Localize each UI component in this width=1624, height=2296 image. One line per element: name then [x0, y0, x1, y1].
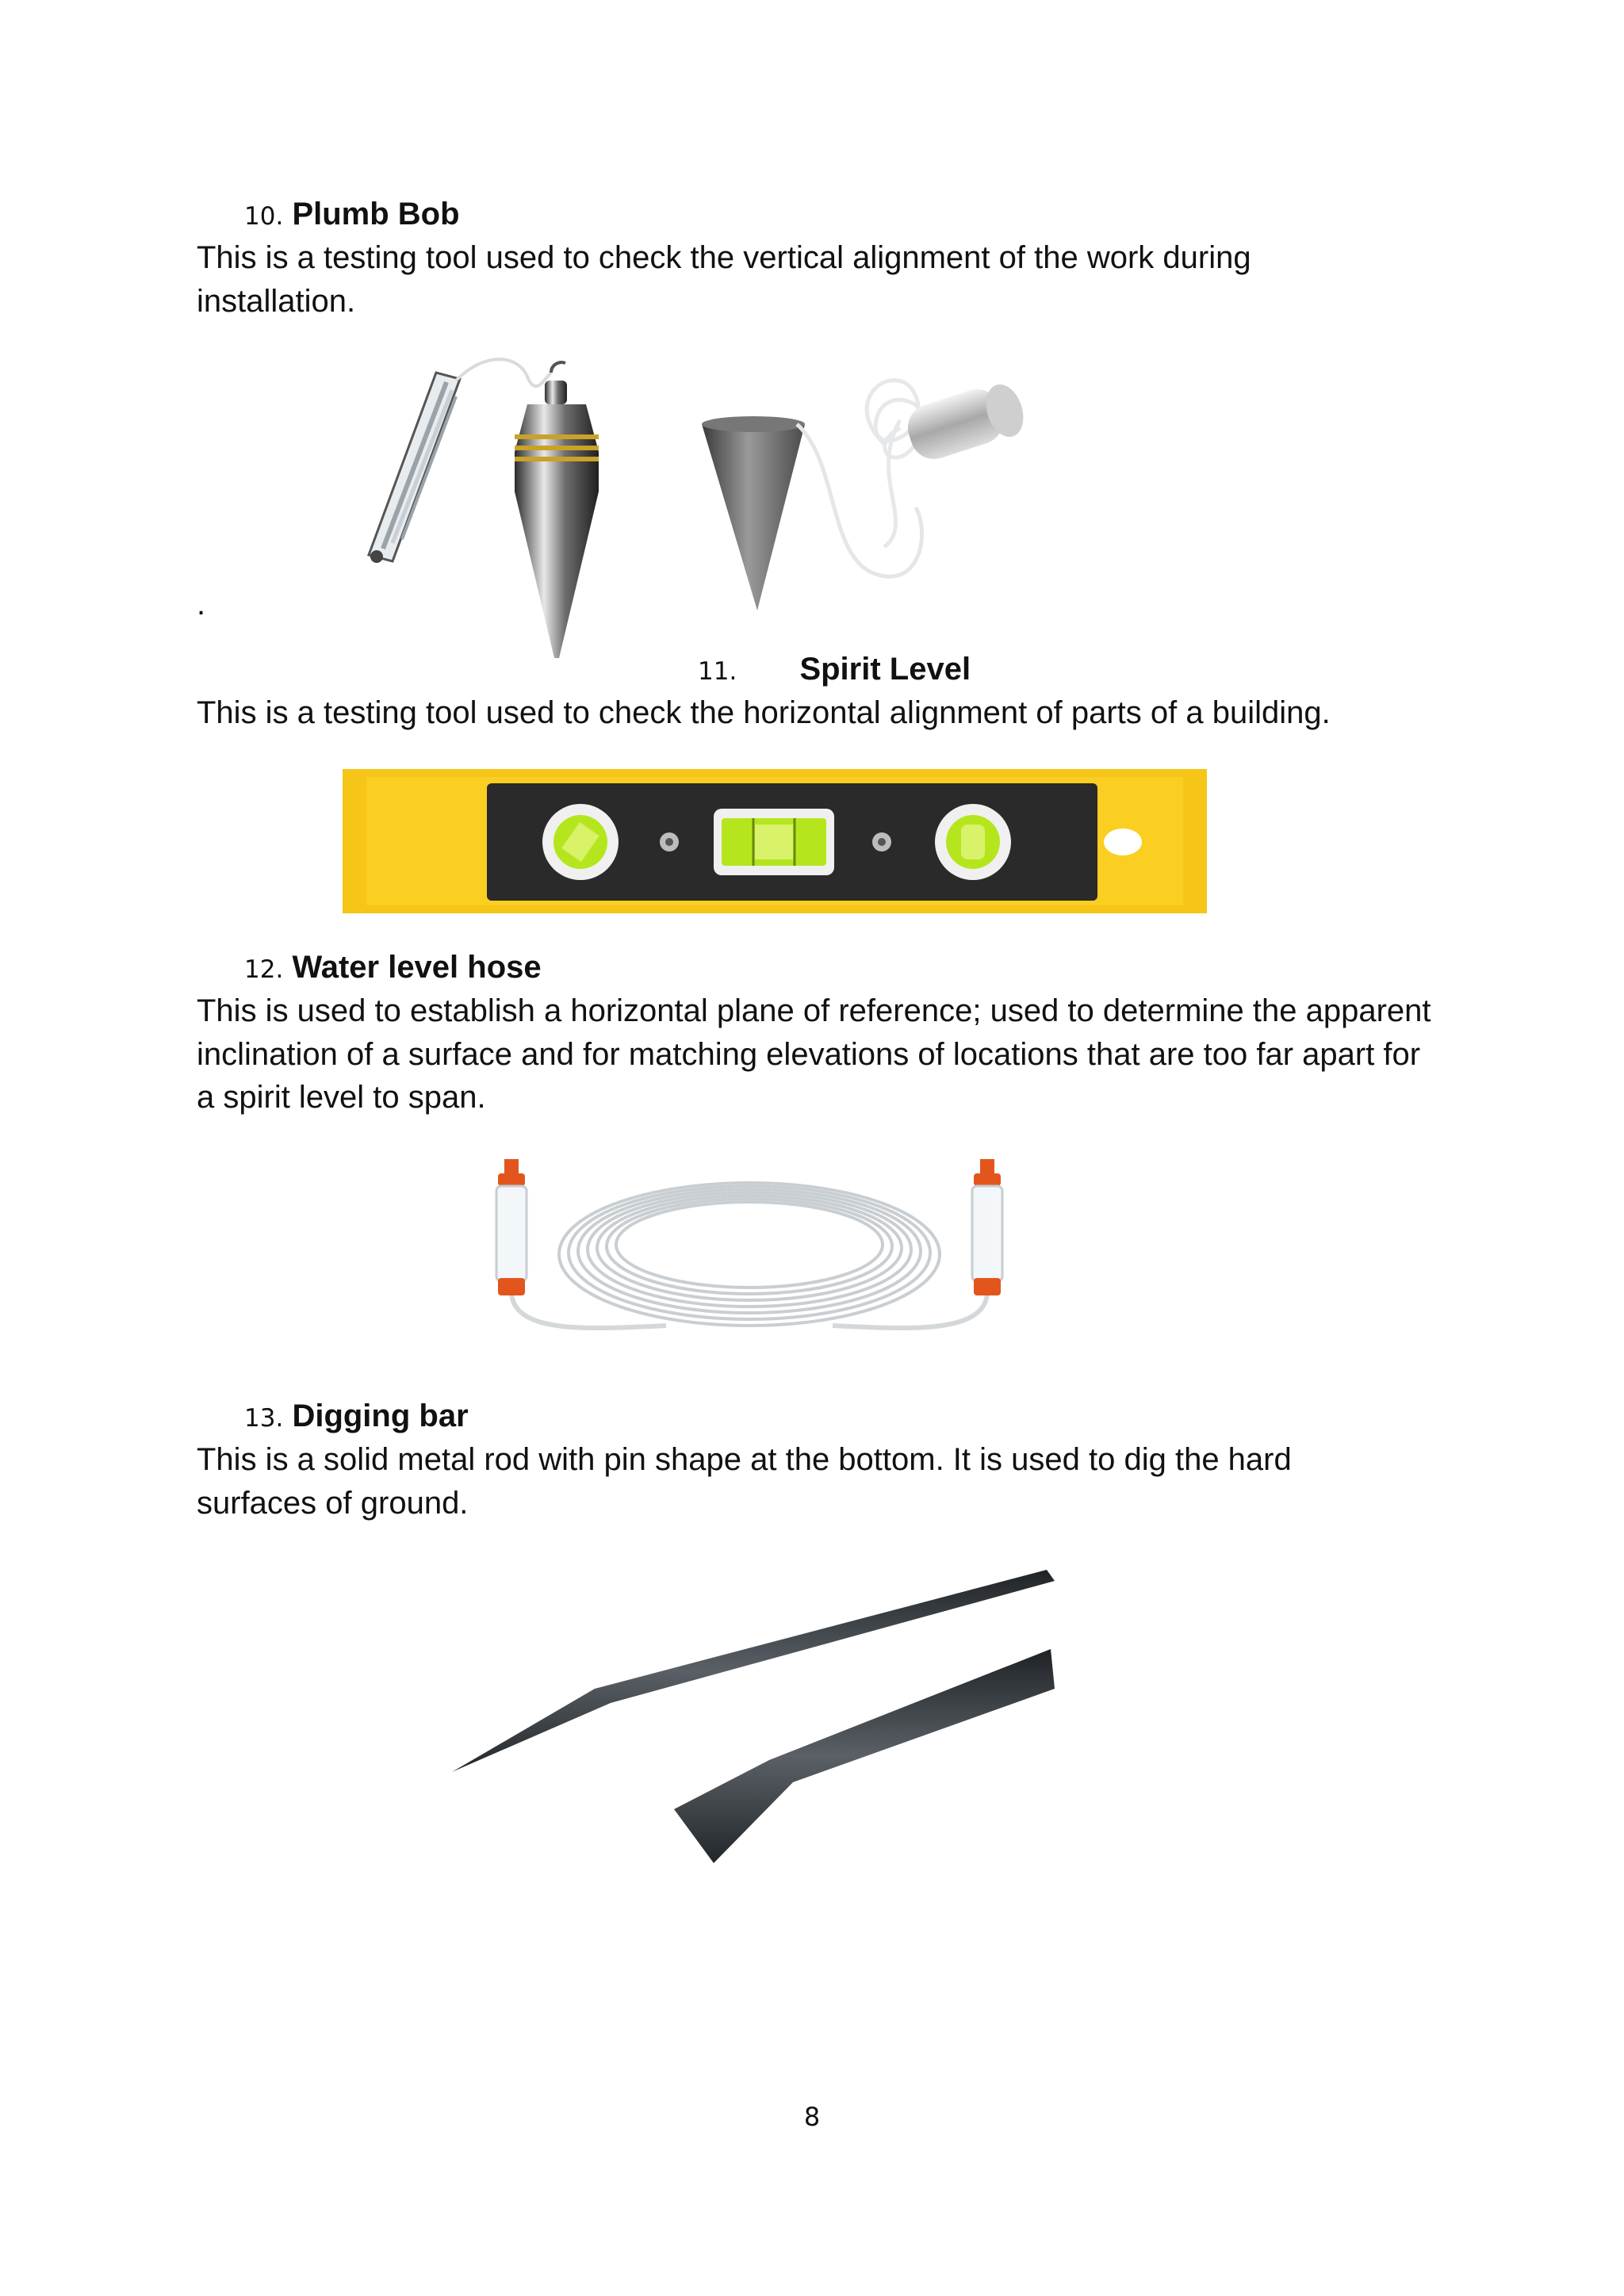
- digging-bar-icon: [444, 1570, 1063, 1871]
- section-heading-spirit-level: [698, 650, 971, 691]
- section-heading-plumb-bob: [244, 195, 460, 235]
- section-number: 13.: [244, 1404, 284, 1433]
- section-number: 12.: [244, 955, 284, 984]
- section-heading-digging-bar: [244, 1397, 469, 1437]
- spirit-level-icon: [343, 769, 1207, 913]
- section-description: This is used to establish a horizontal plane of reference; used to determine the apparent inclination of a surface and for matching elevations of locations that are too far apart for a spirit level to span.: [197, 993, 1431, 1115]
- section-number: 10.: [244, 202, 284, 231]
- plumb-bob-icon: [361, 349, 1035, 662]
- section-description: This is a testing tool used to check the horizontal alignment of parts of a building.: [197, 695, 1331, 730]
- section-heading-water-level-hose: [244, 948, 542, 989]
- section-title: Water level hose: [292, 950, 542, 985]
- water-level-hose-icon: [468, 1151, 1031, 1359]
- section-description: This is a testing tool used to check the vertical alignment of the work during installation.: [197, 240, 1251, 319]
- page-number: 8: [803, 2102, 821, 2132]
- section-title: Digging bar: [292, 1399, 469, 1433]
- section-title: Spirit Level: [799, 652, 971, 687]
- section-title: Plumb Bob: [292, 197, 460, 232]
- section-description: This is a solid metal rod with pin shape at the bottom. It is used to dig the hard surfaces of ground.: [197, 1442, 1292, 1521]
- section-number: 11.: [698, 657, 737, 686]
- stray-mark: .: [197, 587, 206, 622]
